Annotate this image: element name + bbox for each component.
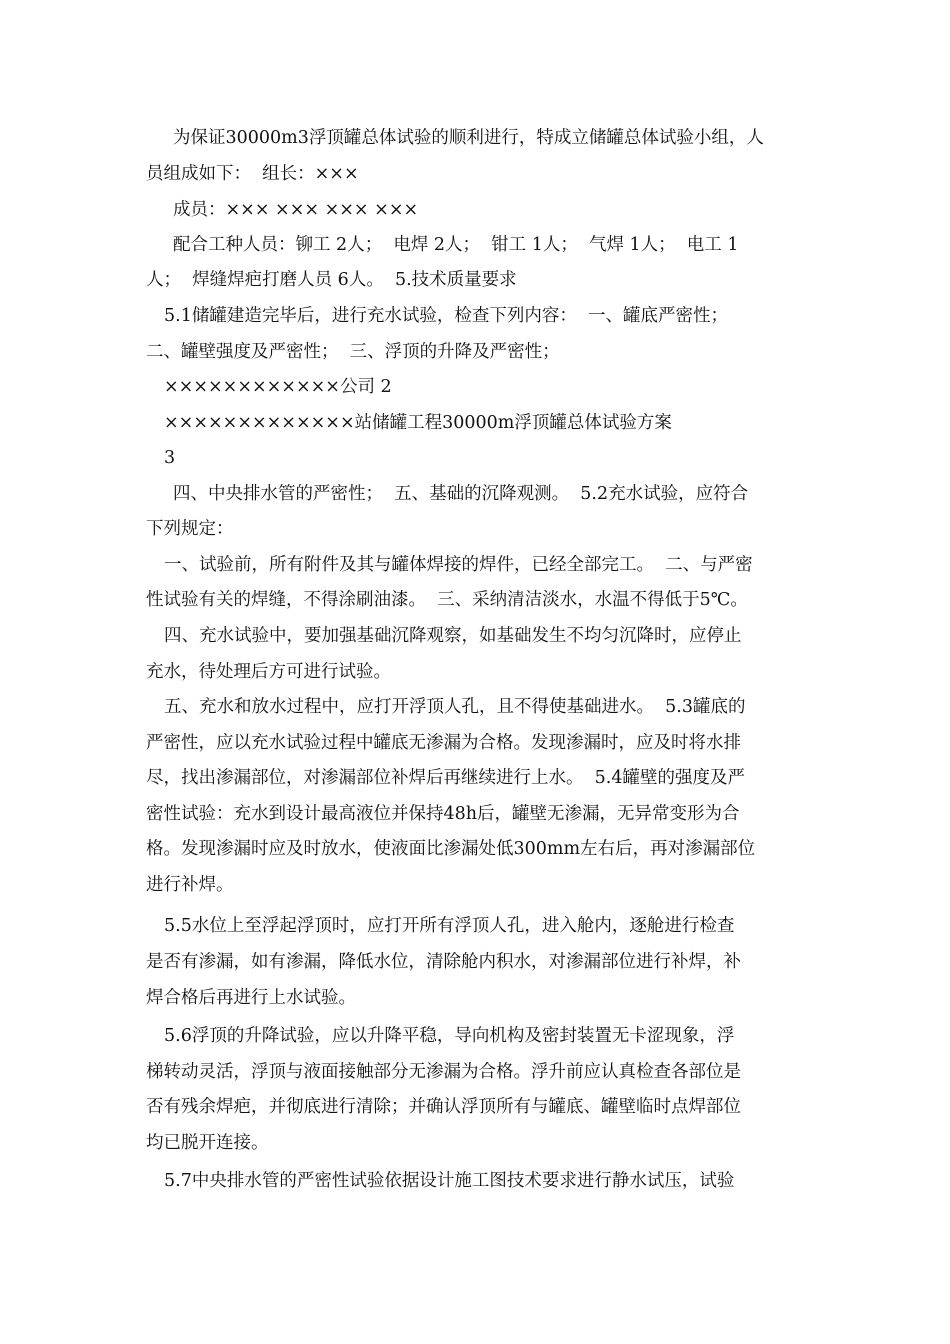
text-line: 格。发现渗漏时应及时放水，使液面比渗漏处低300mm左右后，再对渗漏部位 xyxy=(146,839,756,859)
text-line: 密性试验：充水到设计最高液位并保持48h后，罐壁无渗漏，无异常变形为合 xyxy=(146,804,740,824)
text-line: 二、罐壁强度及严密性； 三、浮顶的升降及严密性； xyxy=(146,342,560,362)
text-line: 为保证30000m3浮顶罐总体试验的顺利进行，特成立储罐总体试验小组，人 xyxy=(173,128,764,148)
text-line: 均已脱开连接。 xyxy=(146,1133,269,1153)
text-line: 梯转动灵活，浮顶与液面接触部分无渗漏为合格。浮升前应认真检查各部位是 xyxy=(146,1062,741,1082)
text-line: 下列规定： xyxy=(146,519,234,539)
text-line: ××××××××××××公司 2 xyxy=(164,377,392,397)
text-line: 5.6浮顶的升降试验，应以升降平稳，导向机构及密封装置无卡涩现象，浮 xyxy=(164,1026,735,1046)
text-line: 严密性，应以充水试验过程中罐底无渗漏为合格。发现渗漏时，应及时将水排 xyxy=(146,733,741,753)
text-line: 进行补焊。 xyxy=(146,875,234,895)
text-line: 尽，找出渗漏部位，对渗漏部位补焊后再继续进行上水。 5.4罐壁的强度及严 xyxy=(146,768,745,788)
text-line: 5.1储罐建造完毕后，进行充水试验，检查下列内容： 一、罐底严密性； xyxy=(164,306,728,326)
text-line: 否有残余焊疤，并彻底进行清除；并确认浮顶所有与罐底、罐壁临时点焊部位 xyxy=(146,1097,741,1117)
text-line: 充水，待处理后方可进行试验。 xyxy=(146,662,391,682)
text-line: 焊合格后再进行上水试验。 xyxy=(146,988,356,1008)
text-line: 5.5水位上至浮起浮顶时，应打开所有浮顶人孔，进入舱内，逐舱进行检查 xyxy=(164,916,735,936)
text-line: 四、中央排水管的严密性； 五、基础的沉降观测。 5.2充水试验，应符合 xyxy=(173,484,749,504)
text-line: 五、充水和放水过程中，应打开浮顶人孔，且不得使基础进水。 5.3罐底的 xyxy=(164,697,746,717)
text-line: 一、试验前，所有附件及其与罐体焊接的焊件，已经全部完工。 二、与严密 xyxy=(164,555,753,575)
text-line: 配合工种人员：铆工 2人； 电焊 2人； 钳工 1人； 气焊 1人； 电工 1 xyxy=(173,235,739,255)
text-line: 是否有渗漏，如有渗漏，降低水位，清除舱内积水，对渗漏部位进行补焊，补 xyxy=(146,952,741,972)
text-line: 员组成如下： 组长：××× xyxy=(146,164,359,184)
text-line: 四、充水试验中，要加强基础沉降观察，如基础发生不均匀沉降时，应停止 xyxy=(164,626,742,646)
text-line: 3 xyxy=(164,448,176,468)
text-line: 人； 焊缝焊疤打磨人员 6人。 5.技术质量要求 xyxy=(146,270,517,290)
text-line: 性试验有关的焊缝，不得涂刷油漆。 三、采纳清洁淡水，水温不得低于5℃。 xyxy=(146,590,748,610)
text-line: ×××××××××××××站储罐工程30000m浮顶罐总体试验方案 xyxy=(164,413,672,433)
text-line: 成员：××× ××× ××× ××× xyxy=(173,200,419,220)
text-line: 5.7中央排水管的严密性试验依据设计施工图技术要求进行静水试压，试验 xyxy=(164,1171,735,1191)
